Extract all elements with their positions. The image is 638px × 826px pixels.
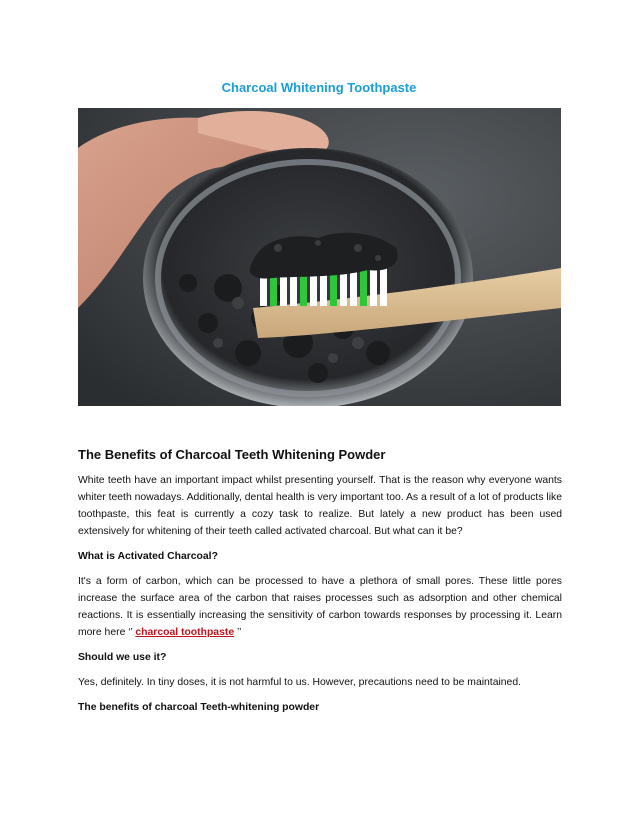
document-title: Charcoal Whitening Toothpaste (221, 80, 417, 95)
charcoal-toothpaste-link[interactable]: charcoal toothpaste (135, 627, 235, 638)
section-body-activated-charcoal-after: ’’ (234, 627, 242, 638)
section-body-benefits: White teeth have an important impact whilst presenting yourself. That is the reason why everyone wants whiter teeth nowadays. Additionally, dental health is very important too. As a result of a lot of products like toothpaste, this feat is currently a cozy task to realize. But lately a new product has been used extensively for whitening of their teeth called activated charcoal. But what can it be? (78, 475, 562, 537)
article-content (78, 446, 562, 724)
section-body-activated-charcoal-text: It's a form of carbon, which can be processed to have a plethora of small pores. These little pores increase the surface area of the carbon that raises processes such as adsorption and other chemical reactions. It is essentially increasing the sensitivity of carbon towards responses by processing it. Learn more here ‘’ (78, 576, 562, 638)
section-heading-benefits-powder: The benefits of charcoal Teeth-whitening powder (78, 702, 320, 713)
section-heading-activated-charcoal: What is Activated Charcoal? (78, 551, 218, 562)
section-body-activated-charcoal (78, 573, 562, 641)
section-body-should-we-use: Yes, definitely. In tiny doses, it is not harmful to us. However, precautions need to be maintained. (78, 677, 522, 688)
hero-image (78, 108, 561, 406)
section-heading-benefits: The Benefits of Charcoal Teeth Whitening Powder (78, 447, 386, 462)
section-heading-should-we-use: Should we use it? (78, 652, 167, 663)
